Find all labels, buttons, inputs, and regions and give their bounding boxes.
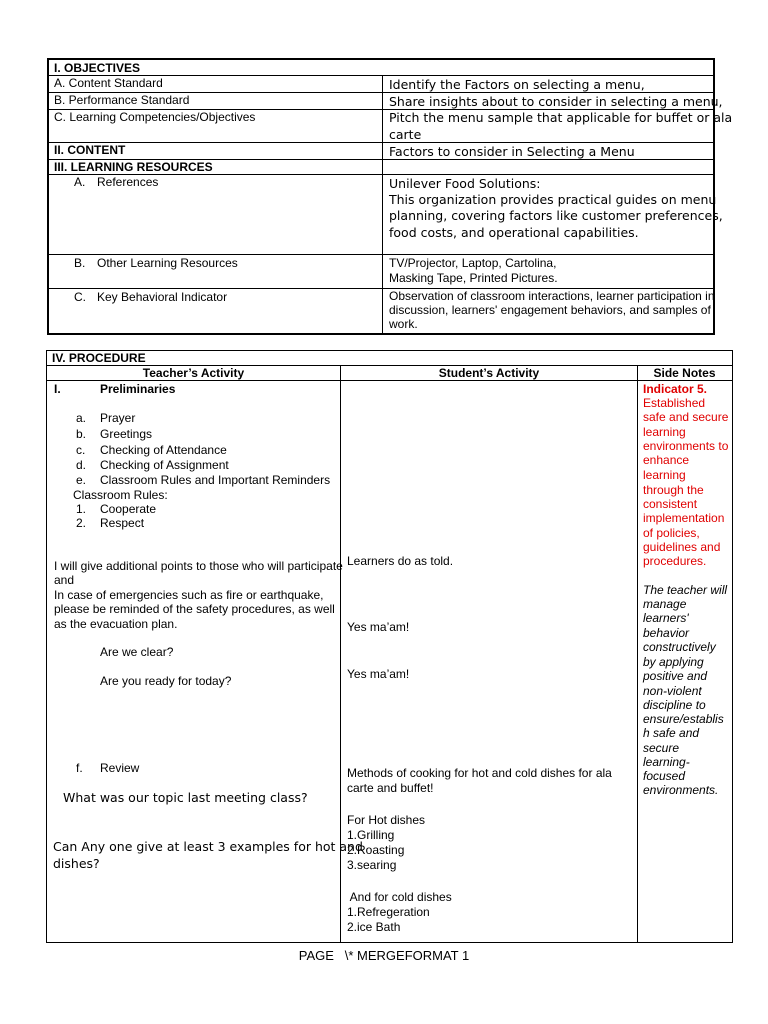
other-resources-label: Other Learning Resources: [97, 256, 238, 270]
list-item-letter: a.: [76, 411, 87, 425]
indicator-line: learning: [643, 468, 686, 482]
indicator-line: implementation: [643, 511, 725, 525]
note-line: positive and: [643, 669, 708, 683]
other-resources-line: Masking Tape, Printed Pictures.: [389, 271, 558, 285]
indicator-line: consistent: [643, 497, 698, 511]
content-heading: II. CONTENT: [54, 143, 126, 157]
student-response: Yes ma’am!: [347, 667, 410, 681]
rule-number: 1.: [76, 502, 87, 516]
indicator-line: environments to: [643, 439, 729, 453]
list-item: Classroom Rules and Important Reminders: [100, 473, 331, 487]
preliminaries-title: Preliminaries: [100, 382, 176, 396]
teacher-activity-header: Teacher’s Activity: [142, 366, 245, 380]
kbi-line: discussion, learners' engagement behaviors, and samples of: [389, 303, 711, 317]
are-you-ready-text: Are you ready for today?: [100, 674, 232, 688]
content-standard-label: A. Content Standard: [54, 76, 163, 90]
reminder-line: please be reminded of the safety procedures, as well: [54, 602, 335, 616]
student-response: Methods of cooking for hot and cold dishes for ala: [347, 766, 612, 780]
references-line: planning, covering factors like customer preferences,: [389, 208, 723, 223]
indicator-line: of policies,: [643, 526, 700, 540]
note-line: focused: [643, 769, 686, 783]
references-letter: A.: [74, 175, 86, 189]
references-line: This organization provides practical guides on menu: [389, 192, 717, 207]
reminder-line: In case of emergencies such as fire or earthquake,: [54, 588, 324, 602]
note-line: non-violent: [643, 684, 702, 698]
hot-dish-item: 2.Roasting: [347, 843, 405, 857]
procedure-title: IV. PROCEDURE: [52, 351, 146, 365]
rule-item: Respect: [100, 516, 145, 530]
kbi-line: Observation of classroom interactions, learner participation in: [389, 289, 715, 303]
indicator-line: guidelines and: [643, 540, 721, 554]
competencies-value-line: carte: [389, 127, 422, 142]
note-line: ensure/establis: [643, 712, 724, 726]
indicator-line: enhance: [643, 453, 690, 467]
references-line: Unilever Food Solutions:: [389, 176, 541, 191]
references-line: food costs, and operational capabilities.: [389, 225, 639, 240]
indicator-line: procedures.: [643, 554, 707, 568]
indicator-title: Indicator 5.: [643, 382, 708, 396]
reminder-line: I will give additional points to those who will participate: [54, 559, 343, 573]
rule-item: Cooperate: [100, 502, 157, 516]
note-line: behavior: [643, 626, 690, 640]
other-resources-line: TV/Projector, Laptop, Cartolina,: [389, 256, 557, 270]
rule-number: 2.: [76, 516, 87, 530]
review-letter: f.: [76, 761, 83, 775]
performance-standard-value: Share insights about to consider in selecting a menu,: [389, 94, 723, 109]
indicator-line: through the: [643, 483, 704, 497]
note-line: secure: [643, 741, 680, 755]
examples-question-line: dishes?: [53, 856, 100, 871]
side-notes-header: Side Notes: [653, 366, 716, 380]
list-item: Prayer: [100, 411, 136, 425]
kbi-letter: C.: [74, 290, 86, 304]
hot-dishes-title: For Hot dishes: [347, 813, 426, 827]
preliminaries-number: I.: [54, 382, 61, 396]
student-activity-header: Student’s Activity: [438, 366, 540, 380]
performance-standard-label: B. Performance Standard: [54, 93, 190, 107]
competencies-label: C. Learning Competencies/Objectives: [54, 110, 256, 124]
note-line: discipline to: [643, 698, 706, 712]
review-question: What was our topic last meeting class?: [63, 790, 308, 805]
review-item: Review: [100, 761, 140, 775]
indicator-line: Established: [643, 396, 706, 410]
list-item-letter: c.: [76, 443, 86, 457]
kbi-line: work.: [389, 317, 418, 331]
indicator-line: learning: [643, 425, 686, 439]
note-line: h safe and: [643, 726, 700, 740]
content-value: Factors to consider in Selecting a Menu: [389, 144, 635, 159]
competencies-value-line: Pitch the menu sample that applicable for buffet or ala: [389, 110, 733, 125]
note-line: manage: [643, 597, 687, 611]
page-footer: PAGE \* MERGEFORMAT 1: [298, 948, 470, 963]
reminder-line: as the evacuation plan.: [54, 617, 178, 631]
other-resources-letter: B.: [74, 256, 86, 270]
list-item-letter: b.: [76, 427, 87, 441]
resources-heading: III. LEARNING RESOURCES: [54, 160, 213, 174]
list-item-letter: d.: [76, 458, 87, 472]
content-standard-value: Identify the Factors on selecting a menu,: [389, 77, 645, 92]
list-item: Greetings: [100, 427, 153, 441]
student-response: Learners do as told.: [347, 554, 454, 568]
reminder-line: and: [54, 573, 75, 587]
indicator-line: safe and secure: [643, 410, 729, 424]
are-we-clear-text: Are we clear?: [100, 645, 174, 659]
note-line: learners': [643, 611, 689, 625]
cold-dish-item: 2.ice Bath: [347, 920, 401, 934]
note-line: learning-: [643, 755, 690, 769]
student-response: carte and buffet!: [347, 781, 434, 795]
cold-dish-item: 1.Refregeration: [347, 905, 430, 919]
student-response: Yes ma’am!: [347, 620, 410, 634]
references-label: References: [97, 175, 159, 189]
kbi-label: Key Behavioral Indicator: [97, 290, 228, 304]
classroom-rules-title: Classroom Rules:: [73, 488, 168, 502]
note-line: environments.: [643, 783, 719, 797]
cold-dishes-title: And for cold dishes: [347, 890, 452, 904]
list-item: Checking of Attendance: [100, 443, 227, 457]
note-line: The teacher will: [643, 583, 728, 597]
objectives-heading: I. OBJECTIVES: [54, 61, 141, 75]
hot-dish-item: 3.searing: [347, 858, 397, 872]
hot-dish-item: 1.Grilling: [347, 828, 395, 842]
note-line: by applying: [643, 655, 704, 669]
list-item-letter: e.: [76, 473, 87, 487]
examples-question-line: Can Any one give at least 3 examples for hot and: [53, 839, 363, 854]
list-item: Checking of Assignment: [100, 458, 229, 472]
note-line: constructively: [643, 640, 716, 654]
